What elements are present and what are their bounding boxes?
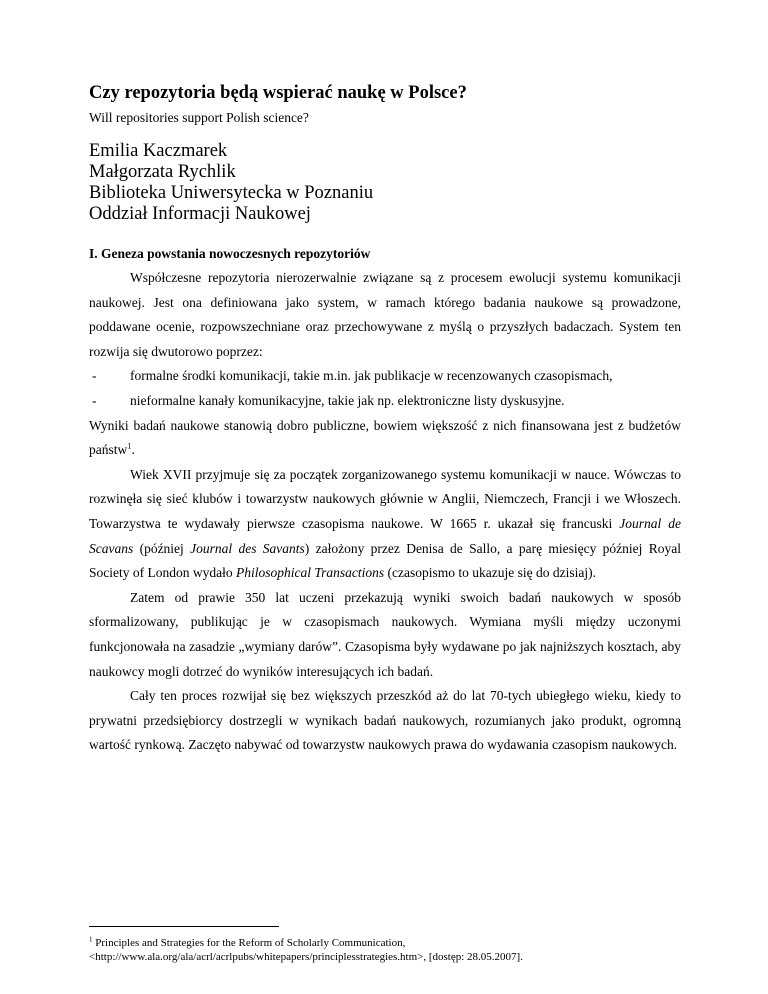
- document-subtitle: Will repositories support Polish science?: [89, 110, 309, 125]
- paragraph-text: Wiek XVII przyjmuje się za początek zorganizowanego systemu komunikacji w nauce. Wówczas to rozwinęła się sieć klubów i towarzystw naukowych głównie w Anglii, Niemczech, Francji i we Włoszech. Towarzystwa te wydawały pierwsze czasopisma naukowe. W 1665 r. ukazał się francuski: [89, 466, 681, 531]
- author-name: Małgorzata Rychlik: [89, 162, 236, 182]
- paragraph: [89, 414, 681, 463]
- journal-title: Philosophical Transactions: [235, 565, 385, 581]
- paragraph: Współczesne repozytoria nierozerwalnie związane są z procesem ewolucji systemu komunikacji naukowej. Jest ona definiowana jako system, w ramach którego badania naukowe są prowadzone, poddawane ocenie, rozpowszechniane oraz przechowywane z myślą o przyszłych badaczach. System ten rozwija się dwutorowo poprzez:: [89, 270, 681, 359]
- paragraph-text: (czasopismo to ukazuje się do dzisiaj).: [384, 565, 596, 581]
- paragraph-text: .: [131, 442, 135, 458]
- footnote-ref[interactable]: 1: [127, 440, 132, 451]
- author-name: Emilia Kaczmarek: [89, 141, 228, 161]
- affiliation: Biblioteka Uniwersytecka w Poznaniu: [89, 183, 374, 203]
- paragraph: Zatem od prawie 350 lat uczeni przekazują wyniki swoich badań naukowych w sposób sformalizowany, publikując je w czasopismach naukowych. Wymiana myśli między uczonymi funkcjonowała na zasadzie „wymiany darów”. Czasopisma były wydawane po jak najniższych kosztach, aby naukowcy mogli dotrzeć do wyników interesujących ich badań.: [89, 589, 681, 679]
- author-block: [89, 141, 681, 225]
- list-item-text: formalne środki komunikacji, takie m.in. jak publikacje w recenzowanych czasopismach,: [130, 368, 613, 384]
- paragraph-text: (później: [133, 540, 191, 556]
- list-bullet: -: [92, 392, 97, 408]
- footnote-divider: [89, 926, 279, 927]
- document-page: [89, 82, 681, 753]
- footnote-text: Principles and Strategies for the Reform of Scholarly Communication,: [95, 937, 406, 949]
- journal-title: Journal des Savants: [190, 540, 305, 556]
- list-item: [89, 364, 681, 389]
- paragraph-text: ) założony przez Denisa de Sallo, a parę miesięcy później Royal Society of London wydało: [89, 540, 681, 581]
- list-bullet: -: [92, 368, 97, 384]
- footnote: [89, 936, 689, 964]
- list-item-text: nieformalne kanały komunikacyjne, takie jak np. elektroniczne listy dyskusyjne.: [130, 392, 565, 408]
- body-text: [89, 266, 681, 758]
- paragraph: [89, 463, 681, 586]
- footnote-number: 1: [89, 935, 93, 944]
- footnote-url[interactable]: <http://www.ala.org/ala/acrl/acrlpubs/whitepapers/principlesstrategies.htm>, [dostęp: 28.05.2007].: [89, 951, 523, 963]
- department: Oddział Informacji Naukowej: [89, 204, 311, 224]
- section-heading: I. Geneza powstania nowoczesnych repozytoriów: [89, 246, 371, 261]
- list-item: [89, 389, 681, 414]
- paragraph: Cały ten proces rozwijał się bez większych przeszkód aż do lat 70-tych ubiegłego wieku, kiedy to prywatni przedsiębiorcy dostrzegli w wynikach badań naukowych, rozumianych jako produkt, ogromną wartość rynkową. Zaczęto nabywać od towarzystw naukowych prawa do wydawania czasopism naukowych.: [89, 688, 681, 753]
- paragraph-text: Wyniki badań naukowe stanowią dobro publiczne, bowiem większość z nich finansowana jest z budżetów państw: [89, 417, 681, 458]
- journal-title: Journal de Scavans: [89, 515, 681, 556]
- document-title: Czy repozytoria będą wspierać naukę w Polsce?: [89, 83, 467, 103]
